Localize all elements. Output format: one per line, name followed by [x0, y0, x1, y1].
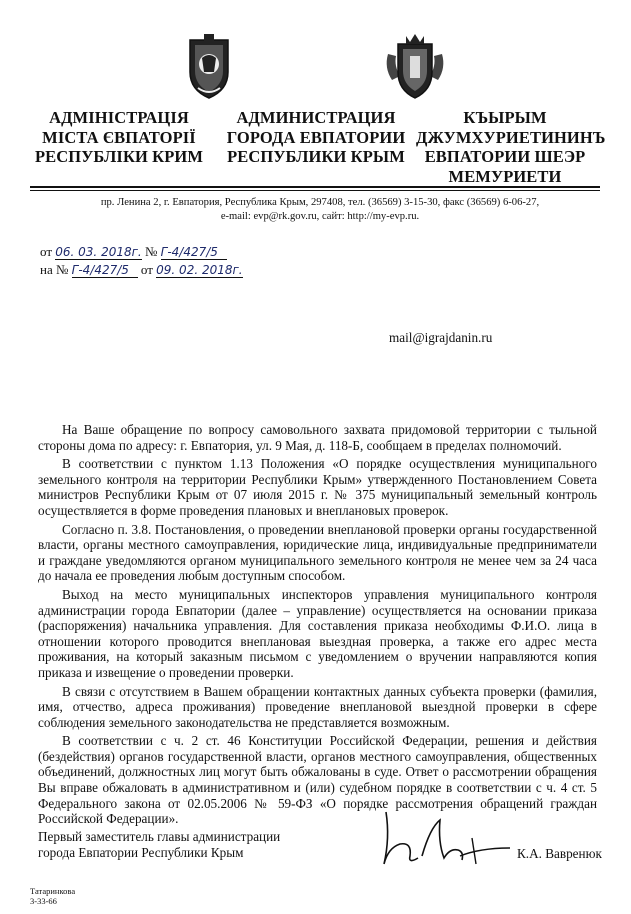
to-number-label: на №: [40, 262, 69, 277]
paragraph: Выход на место муниципальных инспекторов управления муниципального контроля администрации города Евпатории (далее – управление) осуществляется на основании приказа (распоряжения) начальника управления. Для составления приказа необходимы Ф.И.О. лица в отношении которого проводится внеплановая выездная проверка, а также его адрес места проживания, на который заказным письмом с уведомлением о вручении направляются копия приказа и извещение о проведении проверки.: [38, 586, 597, 680]
outgoing-number: Г-4/427/5: [161, 245, 227, 260]
header-ukrainian: [26, 108, 212, 167]
header-crimean-tatar-line: КЪЫРЫМ: [463, 108, 547, 127]
executor-phone: 3-33-66: [30, 896, 57, 906]
header-crimean-tatar: [416, 108, 606, 186]
contact-email-site: e-mail: evp@rk.gov.ru, сайт: http://my-evp.ru.: [220, 210, 420, 222]
header-ukrainian-line: МІСТА ЄВПАТОРІЇ: [42, 127, 196, 147]
header-ukrainian-line: РЕСПУБЛІКИ КРИМ: [34, 147, 204, 166]
header-russian-line: РЕСПУБЛИКИ КРЫМ: [227, 147, 405, 166]
number-label: №: [144, 244, 158, 259]
header-crimean-tatar-line: МЕМУРИЕТИ: [448, 166, 562, 186]
position-line: Первый заместитель главы администрации: [38, 829, 281, 844]
header-ukrainian-line: АДМІНІСТРАЦІЯ: [49, 108, 189, 127]
paragraph: В связи с отсутствием в Вашем обращении контактных данных субъекта проверки (фамилия, имя, отчество, адреса проживания) проведение внеплановой выездной проверки в сфере соблюдения земельного законодательства не представляется возможным.: [38, 683, 597, 730]
letter-body: [38, 422, 597, 830]
paragraph: Согласно п. 3.8. Постановления, о проведении внеплановой проверки органы государственной власти, органы местного самоуправления, юридические лица, индивидуальные предприниматели и граждане уведомляются органом муниципального земельного контроля не менее чем за 24 часа до начала ее проведения любым доступным способом.: [38, 521, 597, 584]
position-line: города Евпатории Республики Крым: [38, 845, 244, 860]
header-russian-line: ГОРОДА ЕВПАТОРИИ: [226, 127, 406, 147]
executor-name: Татаринкова: [30, 886, 76, 896]
recipient-email: mail@igrajdanin.ru: [389, 330, 493, 345]
signatory-name: К.А. Вавренюк: [517, 846, 602, 861]
crimea-coat-of-arms-icon: [184, 34, 234, 100]
header-russian-line: АДМИНИСТРАЦИЯ: [236, 108, 396, 127]
outgoing-date: 06. 03. 2018г.: [55, 245, 142, 259]
header-divider-thin: [30, 190, 600, 191]
executor-info: [30, 886, 75, 906]
header-crimean-tatar-line: ЕВПАТОРИИ ШЕЭР: [424, 147, 586, 166]
outgoing-reference: [40, 244, 227, 260]
paragraph: В соответствии с пунктом 1.13 Положения «О порядке осуществления муниципального земельного контроля на территории Республики Крым» утвержденного Постановлением Совета министров Республики Крым от 07 июля 2015 г. № 375 муниципальный земельный контроль осуществляется в форме проведения плановых и внеплановых проверок.: [38, 456, 597, 518]
incoming-number: Г-4/427/5: [72, 263, 138, 278]
header-crimean-tatar-line: ДЖУМХУРИЕТИНИНЪ: [416, 127, 606, 147]
contact-address: пр. Ленина 2, г. Евпатория, Республика Крым, 297408, тел. (36569) 3-15-30, факс (36569) 6-06-27,: [100, 197, 540, 208]
paragraph: На Ваше обращение по вопросу самовольного захвата придомовой территории с тыльной стороны дома по адресу: г. Евпатория, ул. 9 Мая, д. 118-Б, сообщаем в пределах полномочий.: [38, 422, 597, 453]
incoming-date: 09. 02. 2018г.: [156, 263, 243, 277]
to-from-label: от: [140, 262, 153, 277]
from-label: от: [40, 244, 53, 259]
header-divider: [30, 186, 600, 188]
incoming-reference: [40, 262, 243, 278]
paragraph: В соответствии с ч. 2 ст. 46 Конституции Российской Федерации, решения и действия (бездействия) органов государственной власти, органов местного самоуправления, общественных объединений, должностных лиц могут быть обжалованы в суде. Ответ о рассмотрении обращения Вы вправе обжаловать в административном и (или) судебном порядке в соответствии с ч. 4 ст. 5 Федерального закона от 02.05.2006 № 59-ФЗ «О порядке рассмотрения обращений граждан Российской Федерации».: [38, 733, 597, 827]
evpatoria-coat-of-arms-icon: [384, 34, 446, 100]
header-russian: [221, 108, 411, 167]
signatory-position: [38, 829, 280, 861]
contact-info: [40, 196, 600, 223]
handwritten-signature-icon: [360, 798, 520, 873]
